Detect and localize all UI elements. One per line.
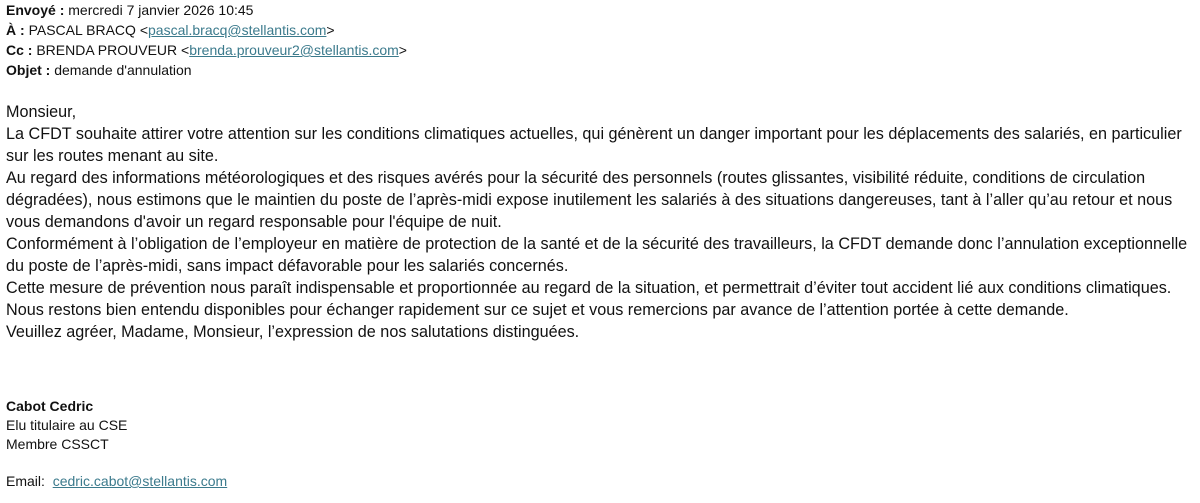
body-line: du poste de l’après-midi, sans impact défavorable pour les salariés concernés. xyxy=(6,257,569,275)
email-label: Email: xyxy=(6,473,45,489)
body-line: vous demandons d'avoir un regard responsable pour l'équipe de nuit. xyxy=(6,213,502,231)
signature xyxy=(6,397,127,454)
sent-date: mercredi 7 janvier 2026 10:45 xyxy=(68,2,254,18)
signature-name: Cabot Cedric xyxy=(6,398,94,414)
signature-role: Membre CSSCT xyxy=(6,436,109,452)
body-line: Nous restons bien entendu disponibles pour échanger rapidement sur ce sujet et vous remercions par avance de l’attention portée à cette demande. xyxy=(6,301,1069,319)
body-line: La CFDT souhaite attirer votre attention sur les conditions climatiques actuelles, qui génèrent un danger important pour les déplacements des salariés, en particulier xyxy=(6,125,1182,143)
signature-email-row xyxy=(6,472,227,491)
subject-row: Objet : demande d'annulation xyxy=(6,62,192,78)
subject: demande d'annulation xyxy=(54,62,192,78)
body-line: Cette mesure de prévention nous paraît indispensable et proportionnée au regard de la situation, et permettrait d’éviter tout accident lié aux conditions climatiques. xyxy=(6,279,1172,297)
cc-email-link[interactable]: brenda.prouveur2@stellantis.com xyxy=(189,42,399,58)
body-line: Monsieur, xyxy=(6,103,77,121)
sent-row: Envoyé : mercredi 7 janvier 2026 10:45 xyxy=(6,2,254,18)
body-line: Conformément à l’obligation de l’employeur en matière de protection de la santé et de la sécurité des travailleurs, la CFDT demande donc l’annulation exceptionnelle xyxy=(6,235,1188,253)
cc-name: BRENDA PROUVEUR xyxy=(36,42,178,58)
email-header xyxy=(6,0,407,80)
cc-row: Cc : BRENDA PROUVEUR <brenda.prouveur2@stellantis.com> xyxy=(6,42,407,58)
signature-role: Elu titulaire au CSE xyxy=(6,417,128,433)
body-line: Veuillez agréer, Madame, Monsieur, l’expression de nos salutations distinguées. xyxy=(6,323,580,341)
to-email-link[interactable]: pascal.bracq@stellantis.com xyxy=(148,22,327,38)
body-line: Au regard des informations météorologiques et des risques avérés pour la sécurité des personnels (routes glissantes, visibilité réduite, conditions de circulation xyxy=(6,169,1146,187)
body-line: dégradées), nous estimons que le maintien du poste de l’après-midi expose inutilement les salariés à des situations dangereuses, tant à l’aller qu’au retour et nous xyxy=(6,191,1173,209)
email-body xyxy=(6,101,1187,343)
to-row: À : PASCAL BRACQ <pascal.bracq@stellantis.com> xyxy=(6,22,335,38)
body-line: sur les routes menant au site. xyxy=(6,147,219,165)
signature-email-link[interactable]: cedric.cabot@stellantis.com xyxy=(52,473,228,489)
to-name: PASCAL BRACQ xyxy=(28,22,136,38)
